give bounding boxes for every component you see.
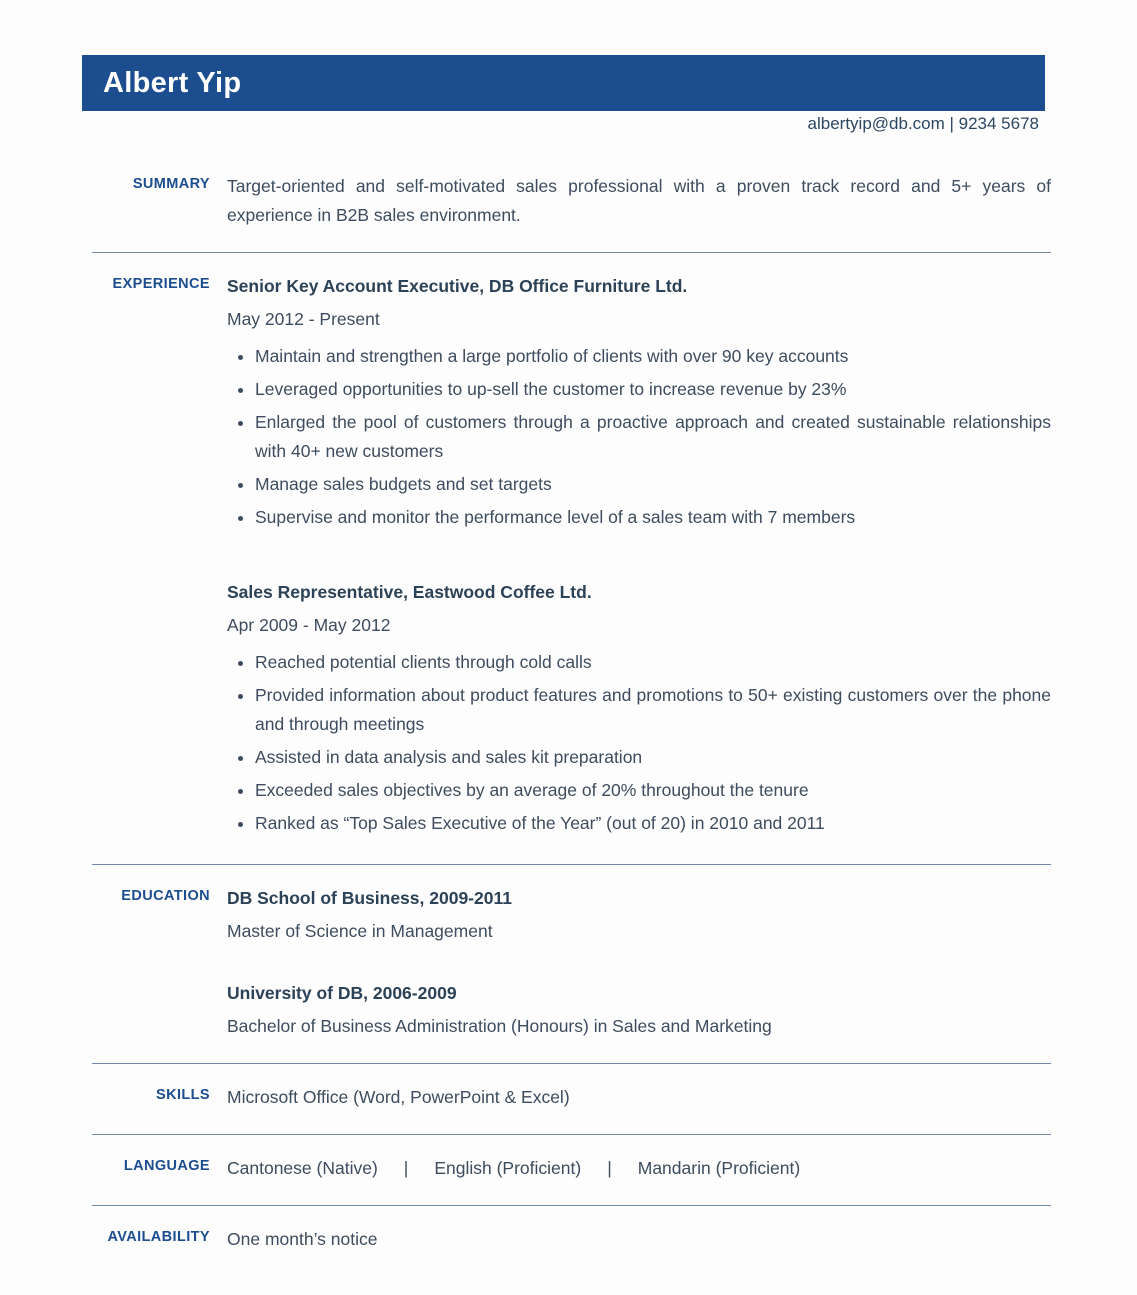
section-label-availability: AVAILABILITY xyxy=(107,1229,210,1245)
education-body xyxy=(227,884,1051,1041)
section-summary xyxy=(92,172,1051,252)
summary-text: Target-oriented and self-motivated sales professional with a proven track record and 5+ years of experience in B2B sales environment. xyxy=(227,176,1051,225)
job-entry xyxy=(227,272,1051,532)
section-language xyxy=(92,1134,1051,1205)
name-heading: Albert Yip xyxy=(103,66,242,99)
job-entry xyxy=(227,578,1051,838)
job-title: Sales Representative, Eastwood Coffee Ltd. xyxy=(227,582,592,602)
job-title: Senior Key Account Executive, DB Office Furniture Ltd. xyxy=(227,276,688,296)
header-bar xyxy=(82,55,1045,111)
language-item: English (Proficient) xyxy=(434,1158,582,1178)
language-line xyxy=(227,1154,1051,1183)
section-label-language: LANGUAGE xyxy=(123,1158,210,1174)
job-dates: Apr 2009 - May 2012 xyxy=(227,615,391,635)
skills-text: Microsoft Office (Word, PowerPoint & Excel) xyxy=(227,1087,570,1107)
language-separator: | xyxy=(403,1158,409,1178)
job-bullet: • Provided information about product features and promotions to 50+ existing customers over the phone and through meetings xyxy=(255,681,1051,739)
school-entry xyxy=(227,884,1051,946)
availability-text: One month’s notice xyxy=(227,1229,378,1249)
job-bullet-list xyxy=(227,648,1051,838)
section-label-education: EDUCATION xyxy=(121,888,210,904)
contact-info: albertyip@db.com | 9234 5678 xyxy=(807,114,1039,133)
school-title: DB School of Business, 2009-2011 xyxy=(227,888,512,908)
job-bullet: • Reached potential clients through cold calls xyxy=(255,648,1051,677)
job-bullet: • Assisted in data analysis and sales kit preparation xyxy=(255,743,1051,772)
section-skills xyxy=(92,1063,1051,1134)
section-label-experience: EXPERIENCE xyxy=(112,276,210,292)
job-bullet: • Enlarged the pool of customers through a proactive approach and created sustainable relationships with 40+ new customers xyxy=(255,408,1051,466)
section-education xyxy=(92,864,1051,1063)
job-bullet: • Manage sales budgets and set targets xyxy=(255,470,1051,499)
school-entry xyxy=(227,979,1051,1041)
job-dates: May 2012 - Present xyxy=(227,309,380,329)
job-bullet: • Maintain and strengthen a large portfolio of clients with over 90 key accounts xyxy=(255,342,1051,371)
resume-content xyxy=(92,172,1051,1276)
section-label-skills: SKILLS xyxy=(156,1087,210,1103)
job-bullet: • Leveraged opportunities to up-sell the customer to increase revenue by 23% xyxy=(255,375,1051,404)
language-item: Mandarin (Proficient) xyxy=(637,1158,801,1178)
language-item: Cantonese (Native) xyxy=(227,1158,378,1178)
school-detail: Bachelor of Business Administration (Honours) in Sales and Marketing xyxy=(227,1016,772,1036)
job-bullet-list xyxy=(227,342,1051,532)
language-separator: | xyxy=(607,1158,612,1178)
section-experience xyxy=(92,252,1051,864)
section-availability xyxy=(92,1205,1051,1276)
school-detail: Master of Science in Management xyxy=(227,921,493,941)
section-label-summary: SUMMARY xyxy=(132,176,210,192)
experience-body xyxy=(227,272,1051,842)
school-title: University of DB, 2006-2009 xyxy=(227,983,457,1003)
job-bullet: • Supervise and monitor the performance level of a sales team with 7 members xyxy=(255,503,1051,532)
job-bullet: • Exceeded sales objectives by an average of 20% throughout the tenure xyxy=(255,776,1051,805)
job-bullet: • Ranked as “Top Sales Executive of the Year” (out of 20) in 2010 and 2011 xyxy=(255,809,1051,838)
